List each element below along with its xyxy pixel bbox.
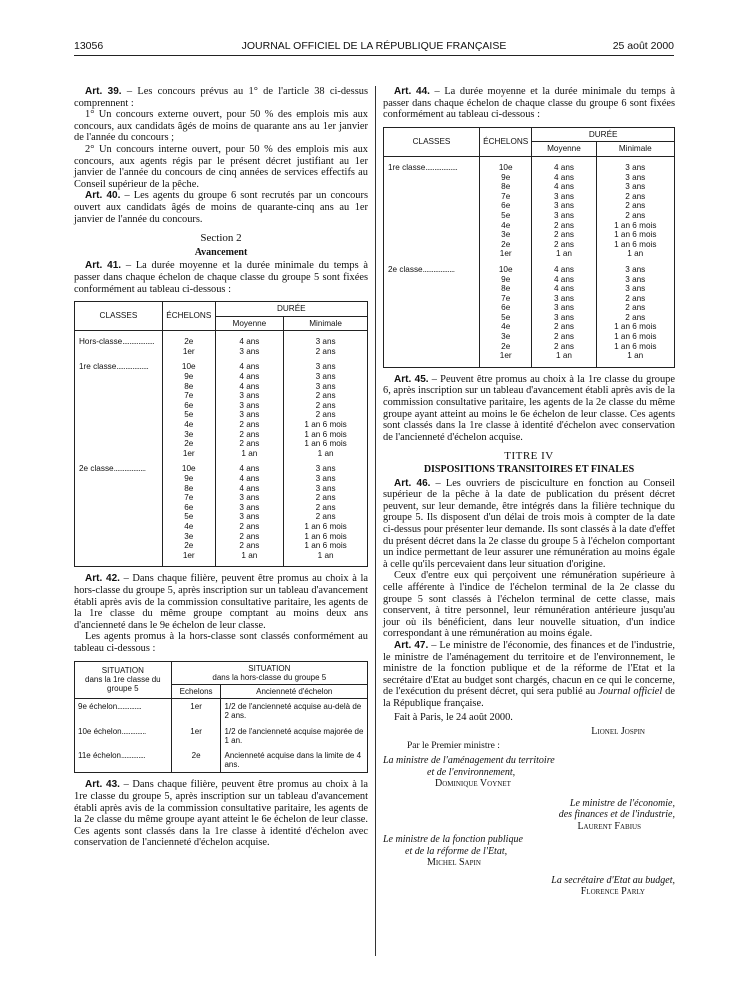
cell-minimale: 3 ans <box>284 484 368 494</box>
cell-classe <box>75 430 163 440</box>
table-row <box>384 275 675 285</box>
cell-moyenne: 3 ans <box>532 313 596 323</box>
cell-echelon: 8e <box>162 382 215 392</box>
page-header <box>74 40 674 54</box>
cell-minimale: 1 an 6 mois <box>284 532 368 542</box>
cell-minimale: 2 ans <box>284 401 368 411</box>
cell-moyenne: 2 ans <box>215 439 284 449</box>
leader-dots: .................. <box>122 337 155 347</box>
col-minimale: Minimale <box>596 142 674 157</box>
cell-minimale: 2 ans <box>596 294 674 304</box>
cell-echelon: 3e <box>480 230 532 240</box>
table-row <box>384 284 675 294</box>
cell-moyenne: 3 ans <box>532 303 596 313</box>
cell-minimale: 1 an 6 mois <box>284 439 368 449</box>
cell-moyenne: 4 ans <box>215 474 284 484</box>
cell-moyenne: 2 ans <box>215 430 284 440</box>
cell-echelon: 10e <box>480 265 532 275</box>
cell-echelon: 3e <box>162 532 215 542</box>
table-row <box>384 313 675 323</box>
ministre-environnement-name: Dominique Voynet <box>435 778 511 790</box>
table-row <box>384 192 675 202</box>
cell-minimale: 2 ans <box>596 211 674 221</box>
cell-echelon: 9e <box>162 474 215 484</box>
leader-dots: .............. <box>121 726 146 736</box>
cell-classe <box>75 391 163 401</box>
cell-classe: 2e classe.................. <box>75 464 163 474</box>
issue-date: 25 août 2000 <box>612 40 674 52</box>
cell-echelon: 1er <box>171 724 221 748</box>
table-groupe-5 <box>74 301 368 567</box>
article-46-para-2: Ceux d'entre eux qui perçoivent une rémunération supérieure à celle afférente à l'indice de l'échelon terminal de la 2e classe du groupe 5 sont classés à l'échelon terminal de cette classe, mais conservent, à titre personnel, leur rémunération antérieure jusqu'au jour où ils bénéficient, dans leur nouvelle situation, d'un indice correspondant à une rémunération au moins égale. <box>383 570 675 640</box>
leader-dots: .............. <box>121 750 146 760</box>
article-44: Art. 44. – La durée moyenne et la durée minimale du temps à passer dans chaque échelon de chaque classe du groupe 6 sont fixées conformément au tableau ci-dessous : <box>383 86 676 121</box>
table-row <box>75 699 368 724</box>
cell-echelon: 10e <box>162 362 215 372</box>
cell-moyenne: 3 ans <box>532 294 596 304</box>
table-row <box>75 362 368 372</box>
par-premier-ministre: Par le Premier ministre : <box>407 740 500 751</box>
cell-classe <box>75 347 163 357</box>
cell-minimale: 1 an 6 mois <box>596 230 674 240</box>
cell-echelon: 4e <box>480 221 532 231</box>
col-moyenne: Moyenne <box>532 142 596 157</box>
col-situation-1re: SITUATION dans la 1re classe du groupe 5 <box>75 661 172 699</box>
cell-classe: 1re classe.................. <box>75 362 163 372</box>
cell-echelon: 8e <box>480 284 532 294</box>
page-number: 13056 <box>74 40 104 52</box>
cell-moyenne: 4 ans <box>532 173 596 183</box>
cell-echelon: 1er <box>480 249 532 259</box>
table-row <box>75 439 368 449</box>
cell-echelon: 2e <box>162 439 215 449</box>
cell-moyenne: 3 ans <box>215 347 284 357</box>
cell-minimale: 3 ans <box>596 163 674 173</box>
cell-classe <box>384 240 480 250</box>
cell-anciennete: 1/2 de l'ancienneté acquise au-delà de 2 ans. <box>221 699 368 724</box>
table-row <box>75 512 368 522</box>
article-42-para-2: Les agents promus à la hors-classe sont classés conformément au tableau ci-dessous : <box>74 631 368 654</box>
cell-moyenne: 4 ans <box>532 182 596 192</box>
cell-minimale: 1 an 6 mois <box>596 221 674 231</box>
article-43: Art. 43. – Dans chaque filière, peuvent être promus au choix à la 1re classe du groupe 5, après inscription sur un tableau d'avancement établi après avis de la commission consultative paritaire, les agents de la 2e classe du même groupe ayant atteint le 6e échelon de leur classe. Ces agents sont classés dans la 1re classe à identité d'échelon avec conservation de l'ancienneté d'échelon acquise. <box>74 779 368 849</box>
cell-echelon: 2e <box>480 240 532 250</box>
cell-moyenne: 2 ans <box>215 420 284 430</box>
cell-minimale: 2 ans <box>596 303 674 313</box>
cell-echelon: 7e <box>480 294 532 304</box>
ministre-environnement-title-2: et de l'environnement, <box>427 766 516 778</box>
cell-echelon: 2e <box>162 337 215 347</box>
cell-moyenne: 3 ans <box>532 201 596 211</box>
table-row <box>75 337 368 347</box>
cell-minimale: 2 ans <box>596 192 674 202</box>
cell-moyenne: 4 ans <box>215 484 284 494</box>
cell-minimale: 3 ans <box>284 337 368 347</box>
cell-classe <box>384 284 480 294</box>
cell-minimale: 1 an 6 mois <box>596 240 674 250</box>
cell-classe <box>75 401 163 411</box>
ministre-economie-title-2: des finances et de l'industrie, <box>558 809 675 821</box>
table-row <box>384 163 675 173</box>
cell-classe <box>75 372 163 382</box>
cell-anciennete: Ancienneté acquise dans la limite de 4 ans. <box>221 748 368 773</box>
table-row <box>75 420 368 430</box>
table-row <box>75 449 368 459</box>
cell-moyenne: 2 ans <box>215 541 284 551</box>
leader-dots: .................. <box>422 264 455 274</box>
cell-minimale: 2 ans <box>284 410 368 420</box>
article-39: Art. 39. – Les concours prévus au 1° de l'article 38 ci-dessus comprennent : <box>74 86 368 109</box>
leader-dots: .................. <box>425 162 458 172</box>
cell-classe <box>75 551 163 561</box>
table-row <box>384 265 675 275</box>
cell-minimale: 3 ans <box>596 284 674 294</box>
cell-situation: 11e échelon.............. <box>75 748 172 773</box>
article-47: Art. 47. – Le ministre de l'économie, des finances et de l'industrie, le ministre de l'aménagement du territoire et de l'environnement, le ministre de la fonction publique et de la réforme de l'Etat et la secrétaire d'Etat au budget sont chargés, chacun en ce qui le concerne, de l'exécution du présent décret, qui sera publié au Journal officiel de la République française. <box>383 639 676 709</box>
cell-classe <box>384 230 480 240</box>
table-row <box>75 493 368 503</box>
cell-minimale: 3 ans <box>284 362 368 372</box>
col-classes: CLASSES <box>384 127 480 156</box>
cell-moyenne: 4 ans <box>215 464 284 474</box>
cell-minimale: 2 ans <box>596 201 674 211</box>
cell-echelon: 8e <box>480 182 532 192</box>
article-42: Art. 42. – Dans chaque filière, peuvent être promus au choix à la hors-classe du groupe 5, après inscription sur un tableau d'avancement établi après avis de la commission consultative paritaire, les agents de la 1re classe du même groupe comptant au moins deux ans d'ancienneté dans le 9e échelon de leur classe. <box>74 573 368 631</box>
cell-classe <box>384 221 480 231</box>
cell-moyenne: 2 ans <box>532 240 596 250</box>
cell-classe <box>75 484 163 494</box>
cell-minimale: 3 ans <box>596 265 674 275</box>
cell-echelon: 2e <box>162 541 215 551</box>
cell-minimale: 3 ans <box>284 382 368 392</box>
table-row <box>75 382 368 392</box>
cell-minimale: 3 ans <box>284 464 368 474</box>
cell-classe: Hors-classe.................. <box>75 337 163 347</box>
cell-echelon: 8e <box>162 484 215 494</box>
cell-minimale: 1 an <box>284 551 368 561</box>
cell-minimale: 1 an 6 mois <box>596 322 674 332</box>
cell-moyenne: 1 an <box>532 351 596 361</box>
cell-moyenne: 1 an <box>215 449 284 459</box>
article-46: Art. 46. – Les ouvriers de pisciculture en fonction au Conseil supérieur de la pêche à la date de publication du présent décret peuvent, sur leur demande, être intégrés dans la filière technique du groupe 5. Ils disposent d'un délai de trois mois à compter de la date ci-dessus pour présenter leur demande. Ils sont classés à la date d'effet du présent décret dans la 2e classe du groupe 5 à l'échelon comportant un indice permettant de leur assurer une rémunération au moins égale à celle qu'ils percevaient dans leur situation d'origine. <box>383 477 675 570</box>
col-echelons-2: Echelons <box>171 684 221 698</box>
table-row <box>384 294 675 304</box>
cell-echelon: 3e <box>162 430 215 440</box>
table-row <box>384 173 675 183</box>
cell-classe <box>75 512 163 522</box>
cell-classe <box>384 303 480 313</box>
cell-classe <box>75 493 163 503</box>
cell-echelon: 7e <box>162 493 215 503</box>
table-row <box>75 748 368 773</box>
cell-classe <box>75 532 163 542</box>
cell-moyenne: 2 ans <box>532 332 596 342</box>
cell-anciennete: 1/2 de l'ancienneté acquise majorée de 1 an. <box>221 724 368 748</box>
cell-echelon: 1er <box>162 551 215 561</box>
cell-classe <box>384 211 480 221</box>
cell-situation: 10e échelon.............. <box>75 724 172 748</box>
cell-echelon: 9e <box>480 275 532 285</box>
ministre-economie-title-1: Le ministre de l'économie, <box>569 797 675 809</box>
table-row <box>384 322 675 332</box>
table-row <box>75 522 368 532</box>
col-classes: CLASSES <box>75 302 163 331</box>
ministre-fonction-publique-name: Michel Sapin <box>427 857 481 869</box>
header-rule <box>74 55 674 56</box>
cell-classe <box>75 439 163 449</box>
cell-classe <box>75 449 163 459</box>
subsection-title: Avancement <box>194 246 248 258</box>
table-row <box>384 249 675 259</box>
table-row <box>384 221 675 231</box>
titre-iv: TITRE IV <box>504 450 554 463</box>
table-row <box>75 484 368 494</box>
article-45: Art. 45. – Peuvent être promus au choix à la 1re classe du groupe 6, après inscription sur un tableau d'avancement établi après avis de la commission consultative paritaire, les agents de la 2e classe du même groupe ayant atteint au moins le 6e échelon de leur classe. Ces agents sont classés dans la 1re classe à identité d'échelon avec conservation de l'ancienneté d'échelon acquise. <box>383 373 675 443</box>
col-echelons: ÉCHELONS <box>480 127 532 156</box>
cell-minimale: 2 ans <box>284 503 368 513</box>
leader-dots: .................. <box>116 362 149 372</box>
cell-classe <box>384 249 480 259</box>
table-row <box>75 347 368 357</box>
table-row <box>384 351 675 361</box>
col-anciennete: Ancienneté d'échelon <box>221 684 368 698</box>
article-39-item-1: 1° Un concours externe ouvert, pour 50 % des emplois mis aux concours, aux candidats âgés de moins de quarante ans au 1er janvier de l'année du concours ; <box>74 109 368 144</box>
fait-a-paris: Fait à Paris, le 24 août 2000. <box>394 712 513 724</box>
cell-moyenne: 2 ans <box>532 230 596 240</box>
signer-premier-ministre: Lionel Jospin <box>591 726 645 738</box>
table-row <box>75 532 368 542</box>
cell-moyenne: 3 ans <box>215 512 284 522</box>
titre-iv-subtitle: DISPOSITIONS TRANSITOIRES ET FINALES <box>423 464 635 475</box>
cell-moyenne: 3 ans <box>532 211 596 221</box>
cell-moyenne: 4 ans <box>215 362 284 372</box>
cell-moyenne: 3 ans <box>215 410 284 420</box>
cell-minimale: 1 an 6 mois <box>284 522 368 532</box>
cell-echelon: 4e <box>162 420 215 430</box>
cell-echelon: 9e <box>480 173 532 183</box>
table-row <box>384 342 675 352</box>
table-row <box>75 541 368 551</box>
article-41: Art. 41. – La durée moyenne et la durée minimale du temps à passer dans chaque échelon de chaque classe du groupe 5 sont fixées conformément au tableau ci-dessous : <box>74 260 368 295</box>
cell-moyenne: 4 ans <box>532 265 596 275</box>
cell-minimale: 2 ans <box>284 493 368 503</box>
cell-echelon: 1er <box>162 347 215 357</box>
cell-minimale: 3 ans <box>596 275 674 285</box>
ministre-economie-name: Laurent Fabius <box>577 820 641 832</box>
cell-echelon: 5e <box>162 512 215 522</box>
cell-moyenne: 2 ans <box>532 221 596 231</box>
cell-minimale: 2 ans <box>284 347 368 357</box>
cell-moyenne: 1 an <box>532 249 596 259</box>
cell-echelon: 10e <box>162 464 215 474</box>
cell-moyenne: 1 an <box>215 551 284 561</box>
cell-classe <box>384 322 480 332</box>
cell-classe <box>75 474 163 484</box>
cell-classe: 1re classe.................. <box>384 163 480 173</box>
section-title: Section 2 <box>200 232 242 245</box>
cell-classe <box>384 313 480 323</box>
table-hors-classe <box>74 661 368 774</box>
col-minimale: Minimale <box>284 316 368 331</box>
table-row <box>75 724 368 748</box>
cell-minimale: 2 ans <box>284 512 368 522</box>
cell-classe <box>75 503 163 513</box>
ministre-environnement-title-1: La ministre de l'aménagement du territoire <box>383 755 555 767</box>
cell-minimale: 3 ans <box>596 182 674 192</box>
table-row <box>384 182 675 192</box>
cell-echelon: 7e <box>162 391 215 401</box>
cell-moyenne: 4 ans <box>532 275 596 285</box>
cell-classe <box>384 182 480 192</box>
cell-classe <box>384 294 480 304</box>
cell-moyenne: 2 ans <box>215 522 284 532</box>
cell-classe <box>384 192 480 202</box>
cell-echelon: 3e <box>480 332 532 342</box>
cell-echelon: 5e <box>162 410 215 420</box>
cell-moyenne: 3 ans <box>215 401 284 411</box>
cell-moyenne: 4 ans <box>215 372 284 382</box>
table-row <box>384 230 675 240</box>
cell-minimale: 1 an 6 mois <box>284 541 368 551</box>
table-row <box>75 503 368 513</box>
table-row <box>384 240 675 250</box>
ministre-fonction-publique-title-1: Le ministre de la fonction publique <box>383 834 523 846</box>
cell-minimale: 2 ans <box>596 313 674 323</box>
table-row <box>384 211 675 221</box>
cell-classe <box>75 420 163 430</box>
cell-minimale: 3 ans <box>596 173 674 183</box>
cell-echelon: 5e <box>480 211 532 221</box>
left-column <box>74 86 368 849</box>
col-duree: DURÉE <box>532 127 675 142</box>
cell-classe <box>384 173 480 183</box>
table-row <box>384 332 675 342</box>
cell-echelon: 5e <box>480 313 532 323</box>
table-groupe-6 <box>383 127 675 368</box>
cell-classe <box>384 351 480 361</box>
cell-echelon: 7e <box>480 192 532 202</box>
table-row <box>384 303 675 313</box>
cell-minimale: 1 an <box>284 449 368 459</box>
table-row <box>75 391 368 401</box>
cell-classe <box>75 410 163 420</box>
cell-echelon: 2e <box>171 748 221 773</box>
cell-moyenne: 3 ans <box>215 503 284 513</box>
cell-echelon: 1er <box>171 699 221 724</box>
table-row <box>75 464 368 474</box>
signatures <box>383 726 675 898</box>
cell-classe <box>75 382 163 392</box>
cell-echelon: 6e <box>162 401 215 411</box>
cell-echelon: 6e <box>480 303 532 313</box>
cell-moyenne: 2 ans <box>215 532 284 542</box>
table-row <box>75 474 368 484</box>
col-duree: DURÉE <box>215 302 367 317</box>
cell-echelon: 2e <box>480 342 532 352</box>
cell-moyenne: 4 ans <box>215 337 284 347</box>
leader-dots: .............. <box>117 702 142 712</box>
cell-echelon: 1er <box>162 449 215 459</box>
cell-classe <box>384 201 480 211</box>
article-40: Art. 40. – Les agents du groupe 6 sont recrutés par un concours ouvert aux candidats âgés de moins de quarante-cinq ans au 1er janvier de l'année du concours. <box>74 190 368 225</box>
cell-minimale: 3 ans <box>284 372 368 382</box>
table-row <box>75 401 368 411</box>
journal-title: JOURNAL OFFICIEL DE LA RÉPUBLIQUE FRANÇAISE <box>241 40 507 52</box>
leader-dots: .................. <box>113 464 146 474</box>
cell-moyenne: 4 ans <box>532 163 596 173</box>
cell-minimale: 1 an 6 mois <box>596 332 674 342</box>
cell-minimale: 1 an 6 mois <box>284 430 368 440</box>
table-row <box>75 410 368 420</box>
cell-classe <box>384 332 480 342</box>
table-row <box>75 430 368 440</box>
cell-classe <box>75 541 163 551</box>
cell-echelon: 4e <box>162 522 215 532</box>
cell-minimale: 2 ans <box>284 391 368 401</box>
cell-minimale: 1 an <box>596 249 674 259</box>
cell-minimale: 3 ans <box>284 474 368 484</box>
cell-moyenne: 2 ans <box>532 342 596 352</box>
secretaire-budget-title: La secrétaire d'Etat au budget, <box>551 874 675 886</box>
cell-echelon: 6e <box>480 201 532 211</box>
cell-echelon: 6e <box>162 503 215 513</box>
cell-moyenne: 3 ans <box>215 391 284 401</box>
col-situation-hors: SITUATION dans la hors-classe du groupe 5 <box>171 661 367 684</box>
cell-echelon: 10e <box>480 163 532 173</box>
cell-situation: 9e échelon.............. <box>75 699 172 724</box>
ministre-fonction-publique-title-2: et de la réforme de l'Etat, <box>405 845 508 857</box>
cell-minimale: 1 an 6 mois <box>284 420 368 430</box>
article-39-item-2: 2° Un concours interne ouvert, pour 50 % des emplois mis aux concours, aux agents régis par le présent décret justifiant au 1er janvier de l'année du concours de cinq années de services effectifs au Conseil supérieur de la pêche. <box>74 143 368 190</box>
table-row <box>75 372 368 382</box>
cell-minimale: 1 an 6 mois <box>596 342 674 352</box>
col-echelons: ÉCHELONS <box>162 302 215 331</box>
column-divider <box>375 86 376 956</box>
cell-echelon: 9e <box>162 372 215 382</box>
cell-echelon: 4e <box>480 322 532 332</box>
secretaire-budget-name: Florence Parly <box>580 886 645 898</box>
cell-moyenne: 4 ans <box>532 284 596 294</box>
cell-moyenne: 3 ans <box>215 493 284 503</box>
table-row <box>384 201 675 211</box>
cell-moyenne: 2 ans <box>532 322 596 332</box>
cell-moyenne: 4 ans <box>215 382 284 392</box>
cell-classe <box>75 522 163 532</box>
col-moyenne: Moyenne <box>215 316 284 331</box>
cell-classe <box>384 275 480 285</box>
table-row <box>75 551 368 561</box>
cell-moyenne: 3 ans <box>532 192 596 202</box>
cell-classe <box>384 342 480 352</box>
cell-classe: 2e classe.................. <box>384 265 480 275</box>
right-column <box>383 86 675 898</box>
cell-echelon: 1er <box>480 351 532 361</box>
cell-minimale: 1 an <box>596 351 674 361</box>
